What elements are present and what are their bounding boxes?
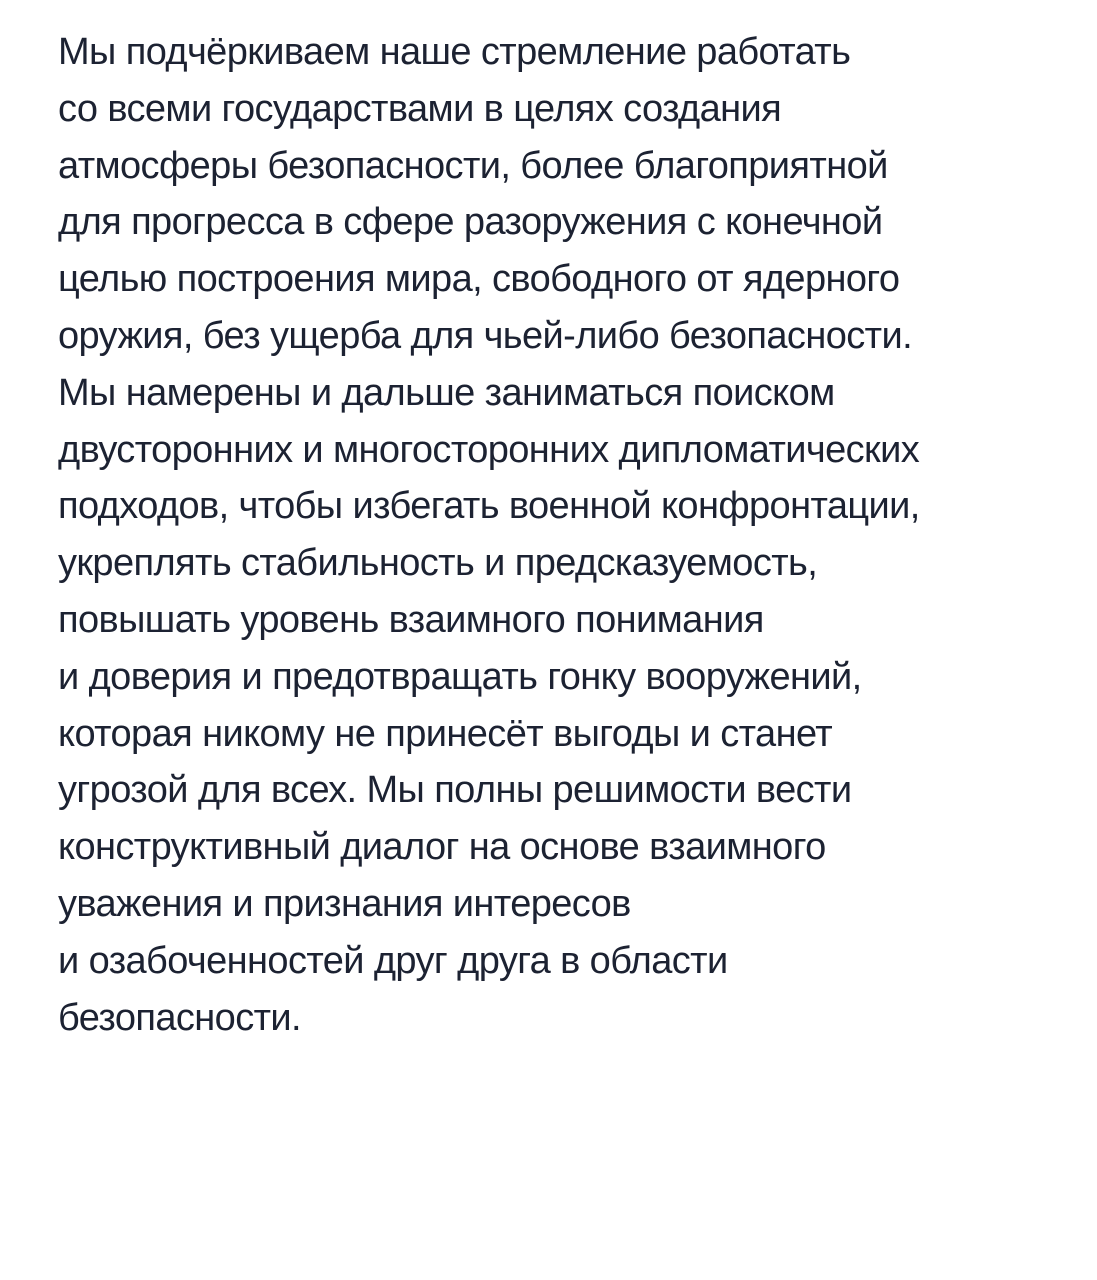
- text-line-4: для прогресса в сфере разоружения с конечной: [58, 201, 883, 244]
- text-line-17: и озабоченностей друг друга в области: [58, 939, 728, 982]
- text-line-2: со всеми государствами в целях создания: [58, 87, 782, 130]
- text-line-13: которая никому не принесёт выгоды и станет: [58, 712, 833, 755]
- text-line-14: угрозой для всех. Мы полны решимости вести: [58, 769, 852, 812]
- text-line-6: оружия, без ущерба для чьей-либо безопасности.: [58, 314, 913, 357]
- text-line-15: конструктивный диалог на основе взаимного: [58, 826, 826, 869]
- text-line-9: подходов, чтобы избегать военной конфронтации,: [58, 485, 920, 528]
- text-line-3: атмосферы безопасности, более благоприятной: [58, 144, 888, 187]
- text-line-12: и доверия и предотвращать гонку вооружений,: [58, 655, 862, 698]
- text-line-7: Мы намерены и дальше заниматься поиском: [58, 371, 835, 414]
- text-line-1: Мы подчёркиваем наше стремление работать: [58, 31, 851, 73]
- text-line-11: повышать уровень взаимного понимания: [58, 598, 764, 641]
- text-line-8: двусторонних и многосторонних дипломатических: [58, 428, 920, 471]
- text-line-16: уважения и признания интересов: [58, 882, 631, 925]
- text-line-5: целью построения мира, свободного от ядерного: [58, 258, 900, 301]
- statement-text: [58, 24, 1078, 1046]
- text-line-10: укреплять стабильность и предсказуемость,: [58, 542, 818, 585]
- text-line-18: безопасности.: [58, 996, 301, 1039]
